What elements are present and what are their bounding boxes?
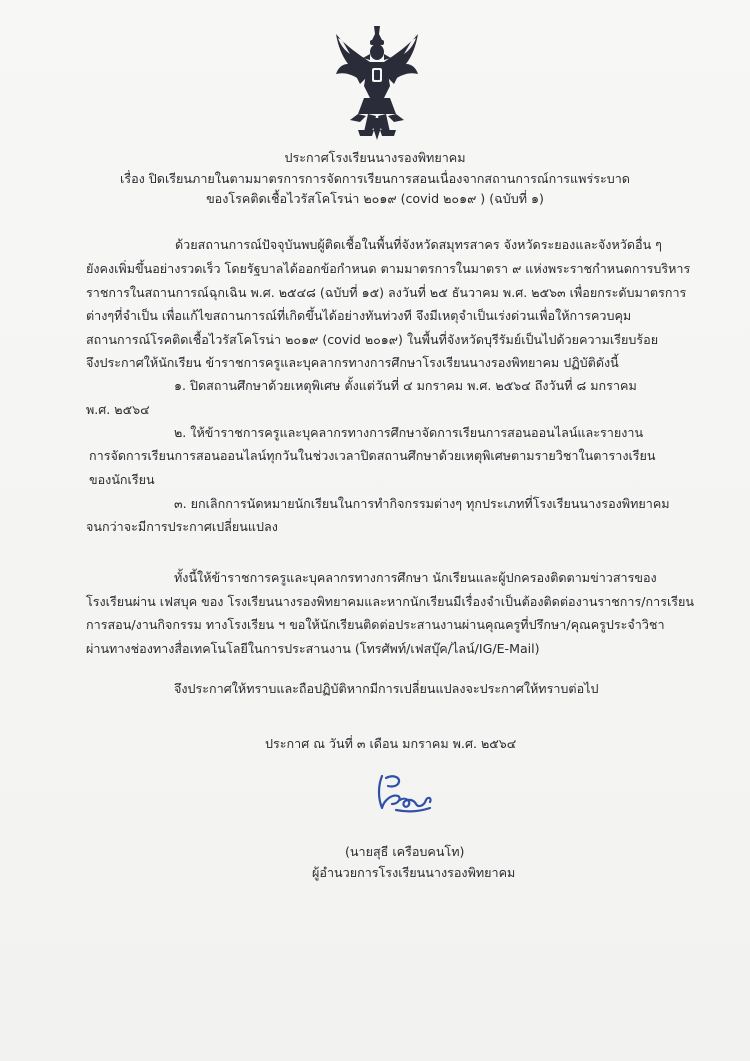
item-3-line: ๓. ยกเลิกการนัดหมายนักเรียนในการทำกิจกรรมต่างๆ ทุกประเภทที่โรงเรียนนางรองพิทยาคม bbox=[174, 496, 670, 511]
signer-title: ผู้อำนวยการโรงเรียนนางรองพิทยาคม bbox=[312, 865, 516, 880]
paragraph-2-line: ทั้งนี้ให้ข้าราชการครูและบุคลากรทางการศึกษา นักเรียนและผู้ปกครองติดตามข่าวสารของ bbox=[174, 570, 657, 585]
subject-line-2: ของโรคติดเชื้อไวรัสโคโรน่า ๒๐๑๙ (covid ๒๐๑๙ ) (ฉบับที่ ๑) bbox=[206, 191, 544, 206]
paragraph-2-line: โรงเรียนผ่าน เฟสบุค ของ โรงเรียนนางรองพิทยาคมและหากนักเรียนมีเรื่องจำเป็นต้องติดต่องานราชการ/การเรียน bbox=[86, 594, 695, 609]
item-2-line: การจัดการเรียนการสอนออนไลน์ทุกวันในช่วงเวลาปิดสถานศึกษาด้วยเหตุพิเศษตามรายวิชาในตารางเรียน bbox=[89, 448, 656, 463]
paragraph-2-line: การสอน/งานกิจกรรม ทางโรงเรียน ฯ ขอให้นักเรียนติดต่อประสานงานผ่านคุณครูที่ปรึกษา/คุณครูประจำวิชา bbox=[86, 617, 665, 632]
item-2-line: ๒. ให้ข้าราชการครูและบุคลากรทางการศึกษาจัดการเรียนการสอนออนไลน์และรายงาน bbox=[174, 425, 644, 440]
paragraph-1-line: ด้วยสถานการณ์ปัจจุบันพบผู้ติดเชื้อในพื้นที่จังหวัดสมุทรสาคร จังหวัดระยองและจังหวัดอื่น ๆ bbox=[175, 237, 662, 252]
item-1-line: ๑. ปิดสถานศึกษาด้วยเหตุพิเศษ ตั้งแต่วันที่ ๔ มกราคม พ.ศ. ๒๕๖๔ ถึงวันที่ ๘ มกราคม bbox=[174, 378, 637, 393]
paragraph-2-line: ผ่านทางช่องทางสื่อเทคโนโลยีในการประสานงาน (โทรศัพท์/เฟสบุ๊ค/ไลน์/IG/E-Mail) bbox=[86, 641, 540, 656]
closing-statement: จึงประกาศให้ทราบและถือปฏิบัติหากมีการเปลี่ยนแปลงจะประกาศให้ทราบต่อไป bbox=[174, 681, 599, 696]
item-2-line: ของนักเรียน bbox=[89, 472, 155, 487]
paragraph-1-line: ต่างๆที่จำเป็น เพื่อแก้ไขสถานการณ์ที่เกิดขึ้นได้อย่างทันท่วงที จึงมีเหตุจำเป็นเร่งด่วนเพื่อให้การควบคุม bbox=[86, 308, 632, 323]
item-3-line: จนกว่าจะมีการประกาศเปลี่ยนแปลง bbox=[86, 519, 278, 534]
paragraph-1-line: ราชการในสถานการณ์ฉุกเฉิน พ.ศ. ๒๕๔๘ (ฉบับที่ ๑๕) ลงวันที่ ๒๕ ธันวาคม พ.ศ. ๒๕๖๓ เพื่อยกระดับมาตรการ bbox=[86, 285, 687, 300]
announcement-date: ประกาศ ณ วันที่ ๓ เดือน มกราคม พ.ศ. ๒๕๖๔ bbox=[265, 736, 517, 751]
garuda-emblem-icon bbox=[330, 24, 424, 142]
signer-name: (นายสุธี เครือบคนโท) bbox=[345, 844, 465, 859]
subject-line-1: เรื่อง ปิดเรียนภายในตามมาตรการการจัดการเรียนการสอนเนื่องจากสถานการณ์การแพร่ระบาด bbox=[120, 171, 630, 186]
paragraph-1-line: สถานการณ์โรคติดเชื้อไวรัสโคโรน่า ๒๐๑๙ (covid ๒๐๑๙) ในพื้นที่จังหวัดบุรีรัมย์เป็นไปด้วยความเรียบร้อย bbox=[86, 332, 659, 347]
paragraph-1-line: จึงประกาศให้นักเรียน ข้าราชการครูและบุคลากรทางการศึกษาโรงเรียนนางรองพิทยาคม ปฏิบัติดังนี้ bbox=[86, 355, 619, 370]
paragraph-1-line: ยังคงเพิ่มขึ้นอย่างรวดเร็ว โดยรัฐบาลได้ออกข้อกำหนด ตามมาตรการในมาตรา ๙ แห่งพระราชกำหนดการบริหาร bbox=[86, 261, 691, 276]
signature-icon bbox=[372, 770, 436, 816]
document-title: ประกาศโรงเรียนนางรองพิทยาคม bbox=[284, 150, 466, 165]
item-1-line: พ.ศ. ๒๕๖๔ bbox=[86, 402, 150, 417]
